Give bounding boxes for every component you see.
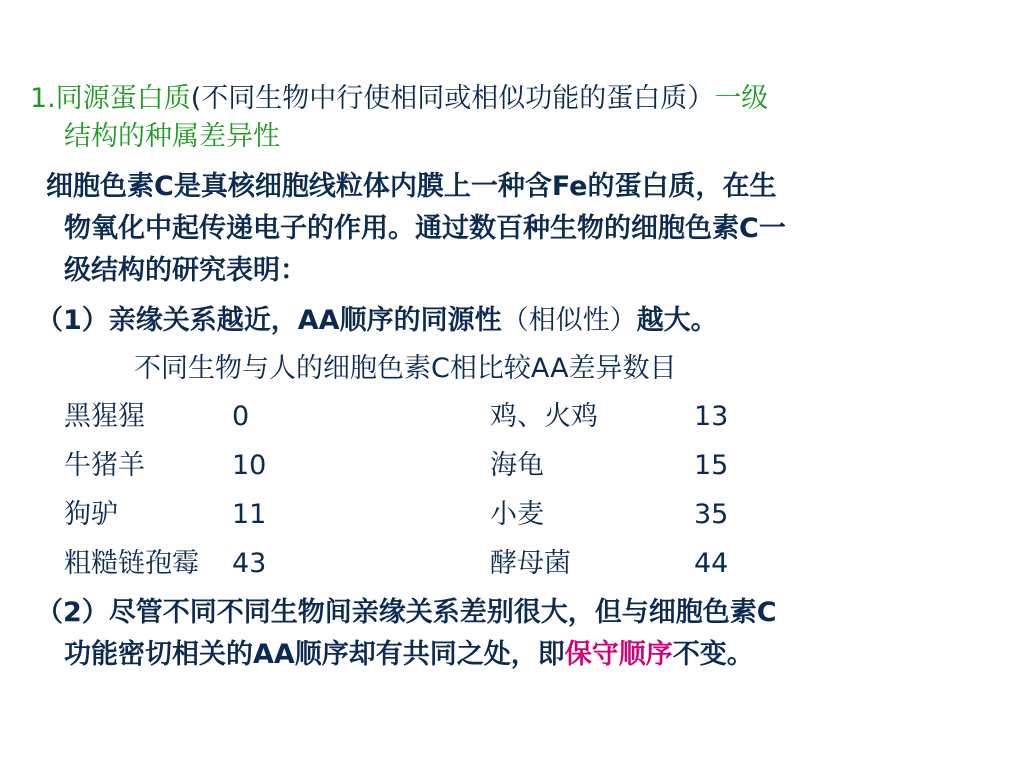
point2-line-1: （2）尽管不同不同生物间亲缘关系差别很大，但与细胞色素C [36,597,777,628]
table-title: 不同生物与人的细胞色素C相比较AA差异数目 [134,353,677,384]
row-left-value: 11 [232,499,267,530]
heading-title-green: 同源蛋白质 [55,83,191,114]
row-right-name: 酵母菌 [490,548,571,579]
row-left-value: 0 [232,401,250,432]
row-left-name: 狗驴 [64,499,118,530]
intro-line-2: 物氧化中起传递电子的作用。通过数百种生物的细胞色素C一 [64,213,786,244]
point2-line-2 [64,638,754,672]
row-right-value: 44 [694,548,729,579]
point1-prefix: （1）亲缘关系越近，AA顺序的同源性 [36,305,502,336]
row-right-name: 小麦 [490,499,544,530]
row-left-name: 牛猪羊 [64,450,145,481]
point1-paren: （相似性） [501,305,637,336]
row-right-value: 15 [694,450,729,481]
point1-line [36,304,718,338]
conserved-sequence-highlight: 保守顺序 [564,639,673,670]
point2-text: 功能密切相关的AA顺序却有共同之处，即 [64,639,565,670]
heading-line-1 [30,82,768,116]
intro-line-1: 细胞色素C是真核细胞线粒体内膜上一种含Fe的蛋白质，在生 [46,171,777,202]
heading-number: 1. [30,83,56,114]
intro-line-3: 级结构的研究表明： [64,255,307,286]
row-left-value: 43 [232,548,267,579]
point1-suffix: 越大。 [636,305,718,336]
row-left-name: 黑猩猩 [64,401,145,432]
row-right-value: 13 [694,401,729,432]
row-right-value: 35 [694,499,729,530]
point2-text-end: 不变。 [672,639,754,670]
row-right-name: 鸡、火鸡 [490,401,598,432]
row-left-name: 粗糙链孢霉 [64,548,199,579]
row-right-name: 海龟 [490,450,544,481]
heading-line-2: 结构的种属差异性 [64,121,280,152]
heading-title-green-2: 一级 [714,83,769,114]
heading-title-paren: (不同生物中行使相同或相似功能的蛋白质） [190,83,715,114]
row-left-value: 10 [232,450,267,481]
